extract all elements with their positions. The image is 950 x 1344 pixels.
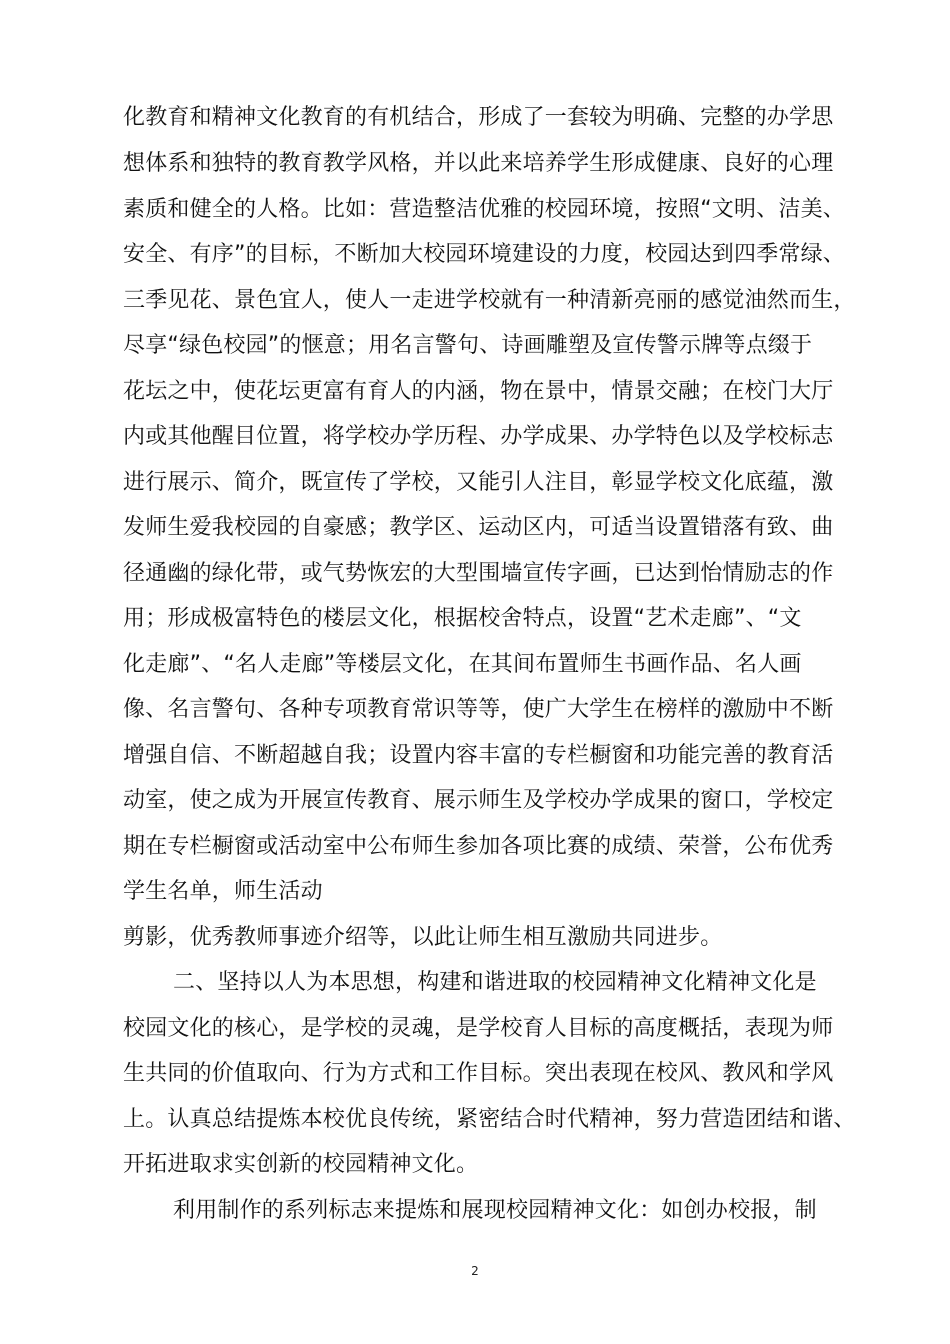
body-text-line: 上。认真总结提炼本校优良传统，紧密结合时代精神，努力营造团结和谐、 (123, 1107, 856, 1132)
body-text-line: 进行展示、简介，既宣传了学校，又能引人注目，彰显学校文化底蕴，激 (123, 470, 834, 495)
body-text-line: 素质和健全的人格。比如：营造整洁优雅的校园环境，按照“文明、洁美、 (123, 197, 845, 222)
body-text-line: 花坛之中，使花坛更富有育人的内涵，物在景中，情景交融；在校门大厅 (123, 379, 834, 404)
body-text-line: 化教育和精神文化教育的有机结合，形成了一套较为明确、完整的办学思 (123, 105, 834, 130)
body-text-line: 校园文化的核心，是学校的灵魂，是学校育人目标的高度概括，表现为师 (123, 1016, 834, 1041)
body-text-line: 用；形成极富特色的楼层文化，根据校舍特点，设置“艺术走廊”、“文 (123, 606, 802, 631)
body-text-line: 发师生爱我校园的自豪感；教学区、运动区内，可适当设置错落有致、曲 (123, 515, 834, 540)
body-text-line: 动室，使之成为开展宣传教育、展示师生及学校办学成果的窗口，学校定 (123, 788, 834, 813)
section-heading-line: 二、坚持以人为本思想，构建和谐进取的校园精神文化精神文化是 (173, 970, 817, 995)
body-text-line: 安全、有序”的目标，不断加大校园环境建设的力度，校园达到四季常绿、 (123, 242, 845, 267)
paragraph-start-line: 利用制作的系列标志来提炼和展现校园精神文化：如创办校报，制 (173, 1198, 817, 1223)
body-text-line: 学生名单，师生活动 (123, 879, 323, 904)
body-text-line: 开拓进取求实创新的校园精神文化。 (123, 1152, 479, 1177)
body-text-line: 内或其他醒目位置，将学校办学历程、办学成果、办学特色以及学校标志 (123, 424, 834, 449)
body-text-line: 像、名言警句、各种专项教育常识等等，使广大学生在榜样的激励中不断 (123, 697, 834, 722)
body-text-line: 三季见花、景色宜人，使人一走进学校就有一种清新亮丽的感觉油然而生， (123, 288, 856, 313)
body-text-line: 径通幽的绿化带，或气势恢宏的大型围墙宣传字画，已达到怡情励志的作 (123, 561, 834, 586)
body-text-line: 尽享“绿色校园”的惬意；用名言警句、诗画雕塑及宣传警示牌等点缀于 (123, 333, 813, 358)
body-text-line: 生共同的价值取向、行为方式和工作目标。突出表现在校风、教风和学风 (123, 1061, 834, 1086)
page-number: 2 (471, 1264, 479, 1278)
body-text-line: 期在专栏橱窗或活动室中公布师生参加各项比赛的成绩、荣誉，公布优秀 (123, 834, 834, 859)
body-text-line: 增强自信、不断超越自我；设置内容丰富的专栏橱窗和功能完善的教育活 (123, 743, 834, 768)
body-text-line: 剪影，优秀教师事迹介绍等，以此让师生相互激励共同进步。 (123, 925, 723, 950)
body-text-line: 想体系和独特的教育教学风格，并以此来培养学生形成健康、良好的心理 (123, 151, 834, 176)
body-text-line: 化走廊”、“名人走廊”等楼层文化，在其间布置师生书画作品、名人画 (123, 652, 802, 677)
